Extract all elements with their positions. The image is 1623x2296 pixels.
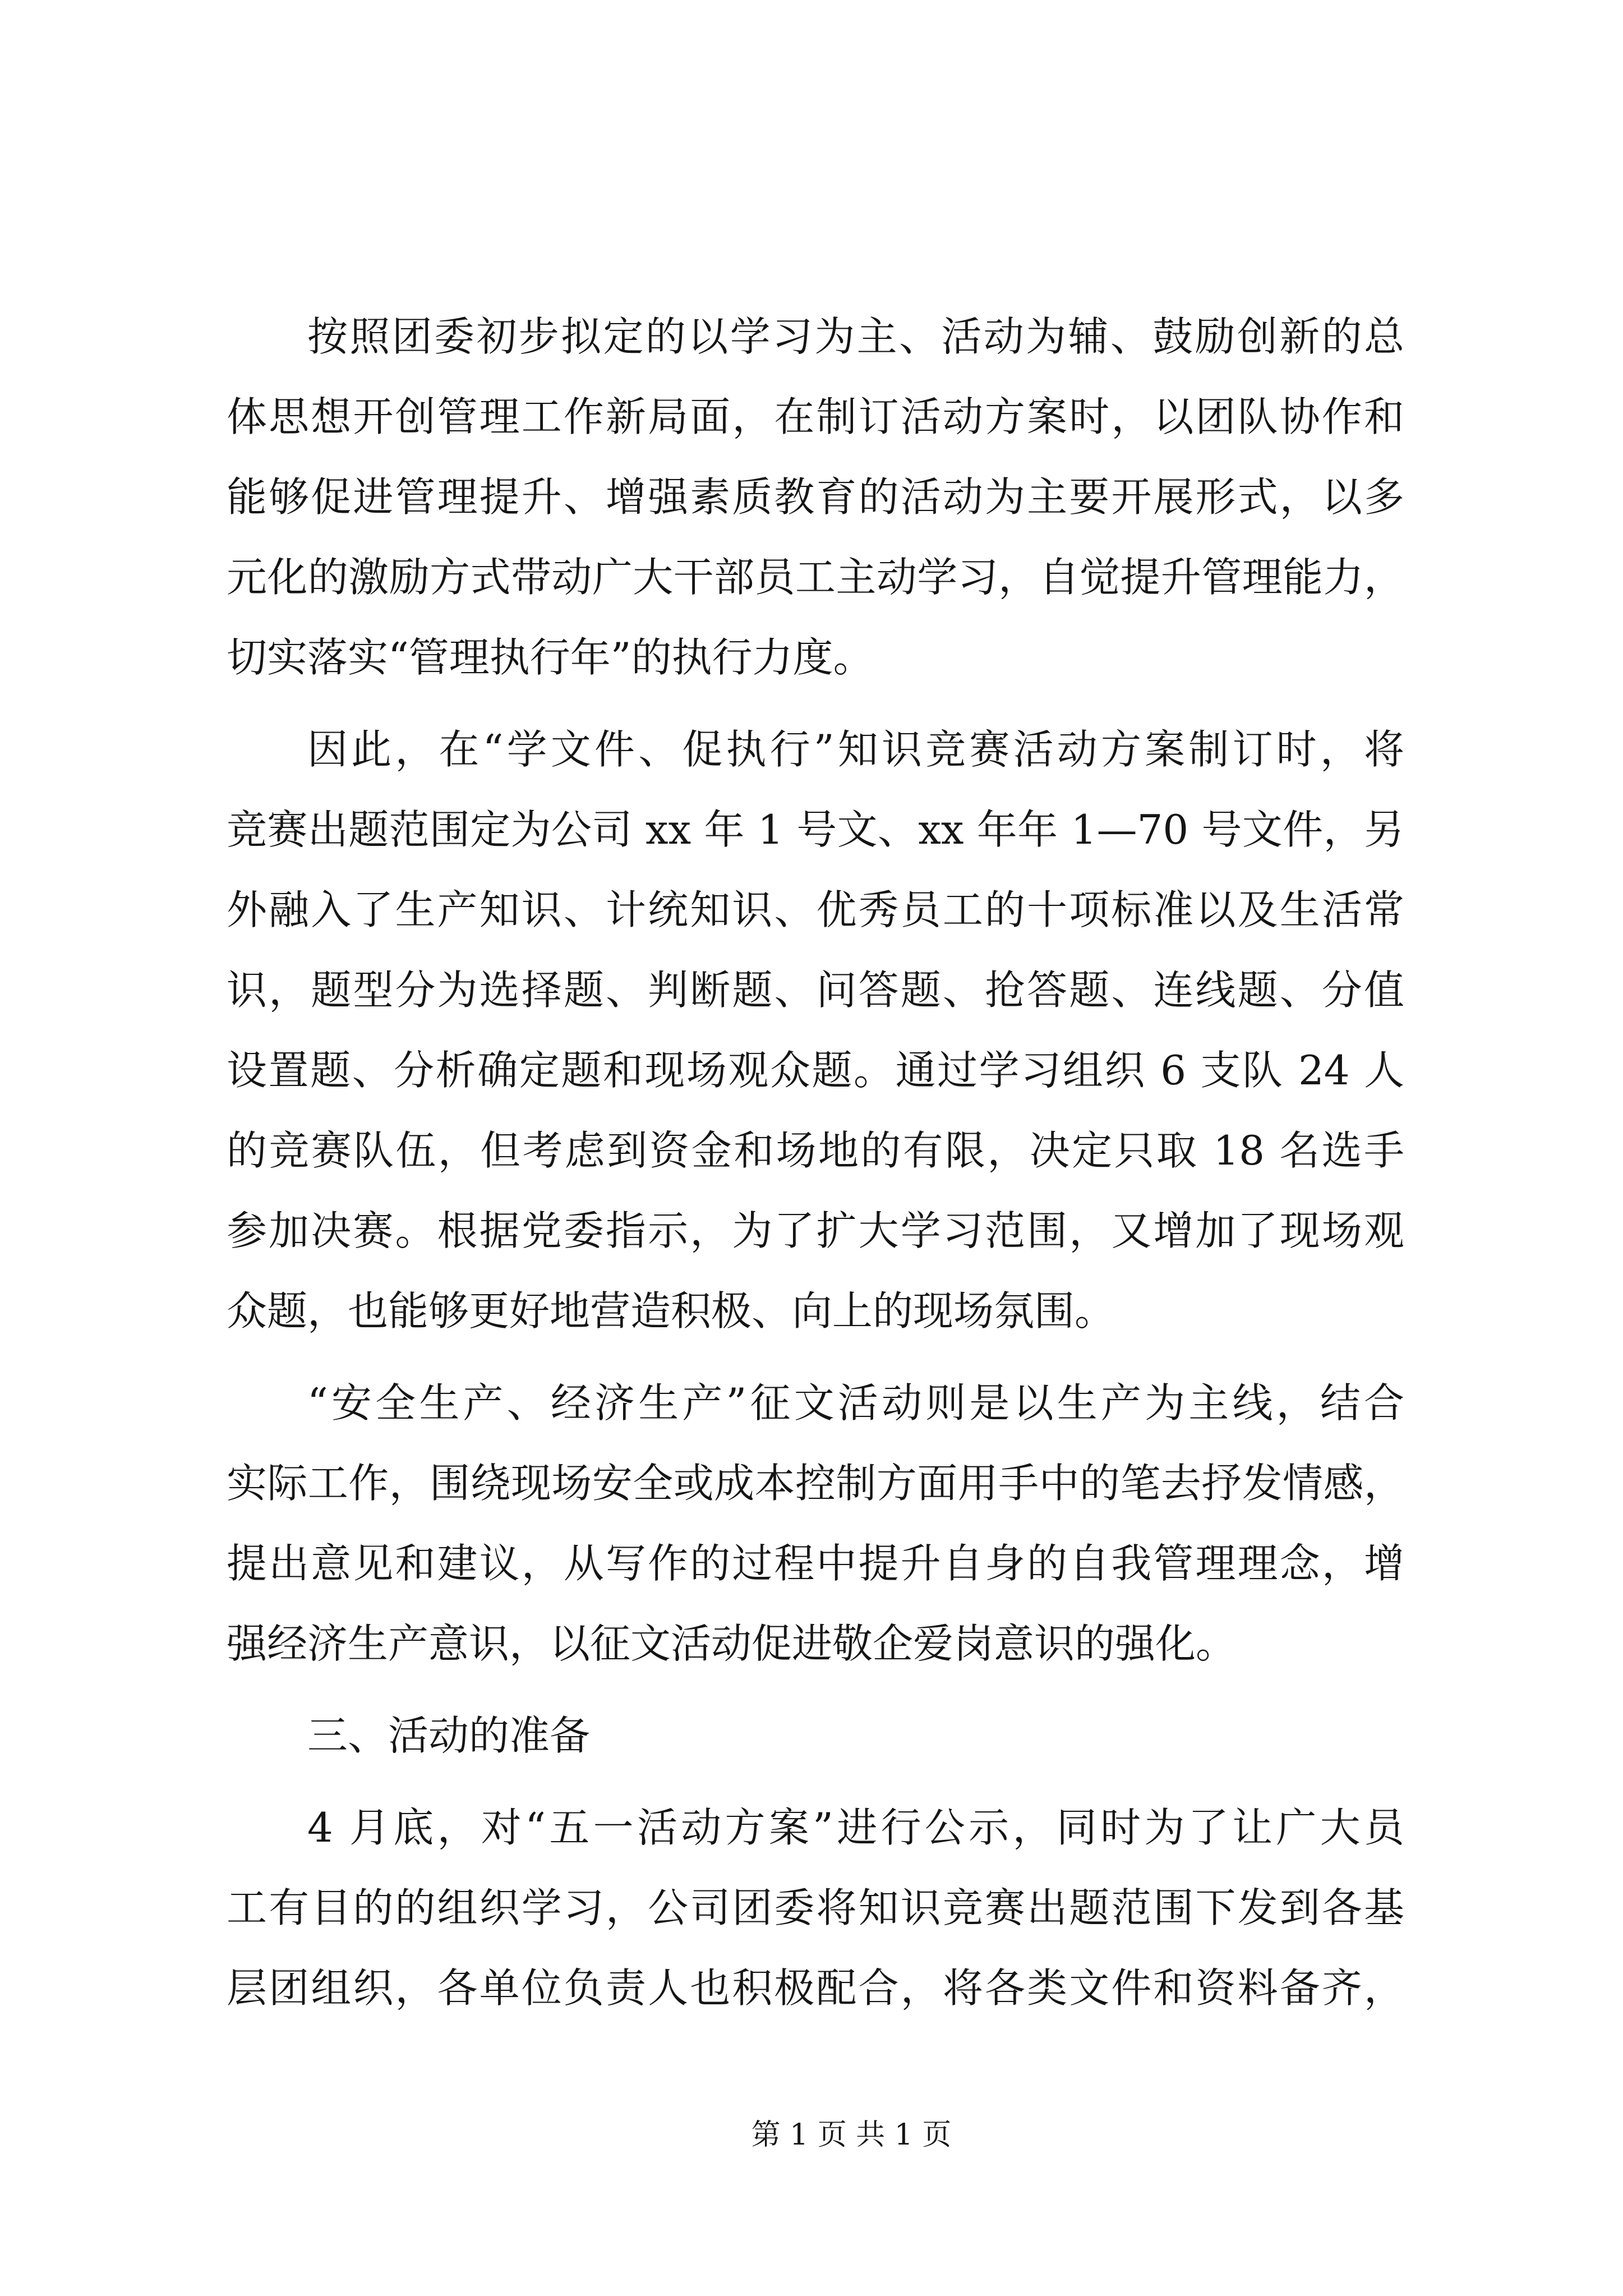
paragraph — [227, 1363, 1404, 1684]
text-line: 元化的激励方式带动广大干部员工主动学习，自觉提升管理能力， — [227, 554, 1404, 601]
text-line: 层团组织，各单位负责人也积极配合，将各类文件和资料备齐， — [227, 1964, 1404, 2012]
paragraph — [227, 1788, 1404, 2028]
text-line: 设置题、分析确定题和现场观众题。通过学习组织 6 支队 24 人 — [227, 1047, 1404, 1094]
text-line: 4 月底，对“五一活动方案”进行公示，同时为了让广大员 — [307, 1804, 1404, 1851]
page-footer: 第 1 页 共 1 页 — [751, 2118, 952, 2152]
text-line: 切实落实“管理执行年”的执行力度。 — [227, 634, 874, 681]
text-line: 体思想开创管理工作新局面，在制订活动方案时，以团队协作和 — [227, 393, 1404, 440]
section-heading — [227, 1696, 1404, 1776]
text-line: 因此，在“学文件、促执行”知识竞赛活动方案制订时，将 — [307, 726, 1404, 773]
text-line: 竞赛出题范围定为公司 xx 年 1 号文、xx 年年 1—70 号文件，另 — [227, 806, 1404, 853]
text-line: 按照团委初步拟定的以学习为主、活动为辅、鼓励创新的总 — [307, 313, 1404, 360]
paragraph — [227, 710, 1404, 1351]
text-line: 外融入了生产知识、计统知识、优秀员工的十项标准以及生活常 — [227, 886, 1404, 933]
text-line: 强经济生产意识，以征文活动促进敬企爱岗意识的强化。 — [227, 1620, 1237, 1667]
text-line: 参加决赛。根据党委指示，为了扩大学习范围，又增加了现场观 — [227, 1207, 1404, 1254]
text-line: 实际工作，围绕现场安全或成本控制方面用手中的笔去抒发情感， — [227, 1460, 1404, 1507]
document-body — [227, 297, 1404, 2028]
text-line: 提出意见和建议，从写作的过程中提升自身的自我管理理念，增 — [227, 1540, 1404, 1587]
text-line: 的竞赛队伍，但考虑到资金和场地的有限，决定只取 18 名选手 — [227, 1127, 1404, 1174]
text-line: 识，题型分为选择题、判断题、问答题、抢答题、连线题、分值 — [227, 967, 1404, 1014]
section-heading-text: 三、活动的准备 — [307, 1712, 591, 1759]
text-line: 工有目的的组织学习，公司团委将知识竞赛出题范围下发到各基 — [227, 1884, 1404, 1931]
text-line: 能够促进管理提升、增强素质教育的活动为主要开展形式，以多 — [227, 473, 1404, 521]
text-line: “安全生产、经济生产”征文活动则是以生产为主线，结合 — [307, 1379, 1404, 1427]
paragraph — [227, 297, 1404, 698]
text-line: 众题，也能够更好地营造积极、向上的现场氛围。 — [227, 1287, 1115, 1335]
